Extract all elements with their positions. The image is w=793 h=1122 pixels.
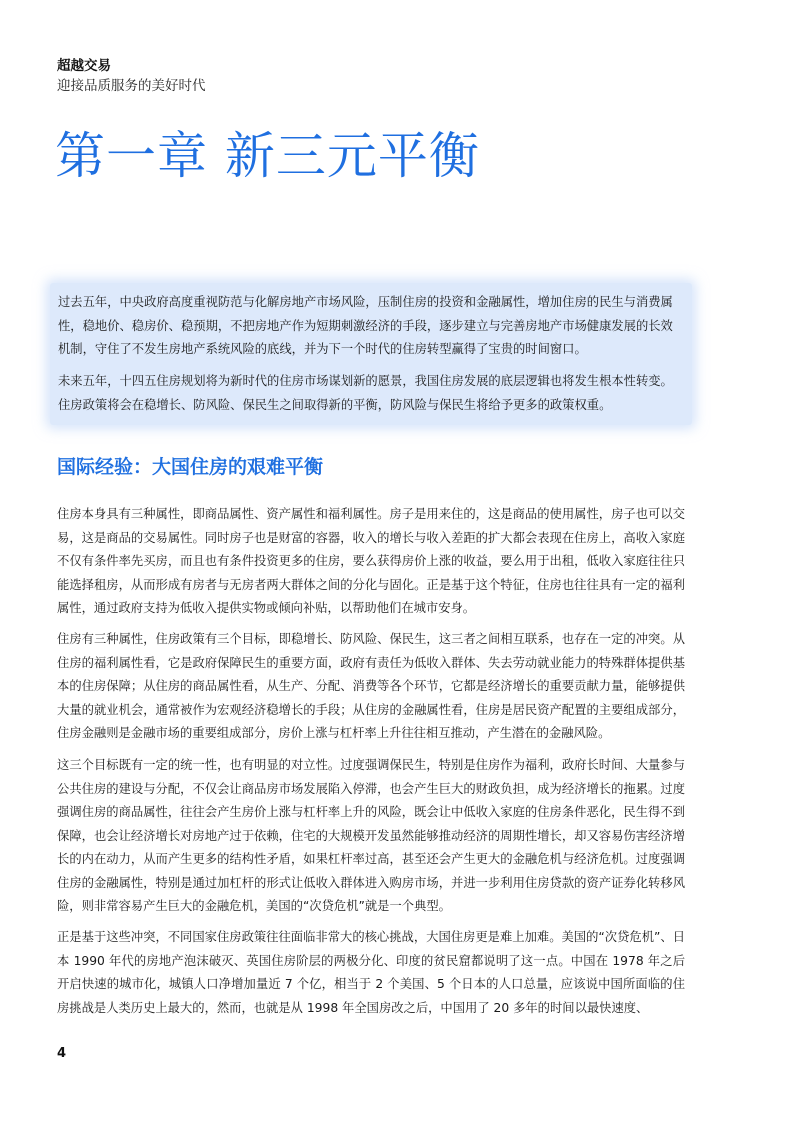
body-paragraph-block [57, 754, 685, 919]
body-paragraph: 正是基于这些冲突，不同国家住房政策往往面临非常大的核心挑战，大国住房更是难上加难。美国的“次贷危机”、日本 1990 年代的房地产泡沫破灭、英国住房阶层的两极分化、印度的贫民窟都说明了这一点。中国在 1978 年之后开启快速的城市化，城镇人口净增加量近 7 个亿，相当于 2 个美国、5 个日本的人口总量，应该说中国所面临的住房挑战是人类历史上最大的，然而，也就是从 1998 年全国房改之后，中国用了 20 多年的时间以最快速度、 [57, 930, 685, 1015]
summary-paragraph: 未来五年，十四五住房规划将为新时代的住房市场谋划新的愿景，我国住房发展的底层逻辑也将发生根本性转变。住房政策将会在稳增长、防风险、保民生之间取得新的平衡，防风险与保民生将给予更多的政策权重。 [58, 374, 673, 412]
report-title: 超越交易 [57, 58, 111, 74]
summary-paragraph: 过去五年，中央政府高度重视防范与化解房地产市场风险，压制住房的投资和金融属性，增加住房的民生与消费属性，稳地价、稳房价、稳预期，不把房地产作为短期刺激经济的手段，逐步建立与完善房地产市场健康发展的长效机制，守住了不发生房地产系统风险的底线，并为下一个时代的住房转型赢得了宝贵的时间窗口。 [58, 295, 673, 356]
body-paragraph: 这三个目标既有一定的统一性，也有明显的对立性。过度强调保民生，特别是住房作为福利，政府长时间、大量参与公共住房的建设与分配，不仅会让商品房市场发展陷入停滞，也会产生巨大的财政负担，成为经济增长的拖累。过度强调住房的商品属性，往往会产生房价上涨与杠杆率上升的风险，既会让中低收入家庭的住房条件恶化，民生得不到保障，也会让经济增长对房地产过于依赖，住宅的大规模开发虽然能够推动经济的周期性增长，却又容易伤害经济增长的内在动力，从而产生更多的结构性矛盾，如果杠杆率过高，甚至还会产生更大的金融危机与经济危机。过度强调住房的金融属性，特别是通过加杠杆的形式让低收入群体进入购房市场，并进一步利用住房贷款的资产证券化转移风险，则非常容易产生巨大的金融危机，美国的“次贷危机”就是一个典型。 [57, 758, 685, 913]
body-paragraph-block [57, 503, 685, 621]
body-paragraph: 住房本身具有三种属性，即商品属性、资产属性和福利属性。房子是用来住的，这是商品的使用属性，房子也可以交易，这是商品的交易属性。同时房子也是财富的容器，收入的增长与收入差距的扩大都会表现在住房上，高收入家庭不仅有条件率先买房，而且也有条件投资更多的住房，要么获得房价上涨的收益，要么用于出租，低收入家庭往往只能选择租房，从而形成有房者与无房者两大群体之间的分化与固化。正是基于这个特征，住房也往往具有一定的福利属性，通过政府支持为低收入提供实物或倾向补贴，以帮助他们在城市安身。 [57, 507, 685, 615]
chapter-title: 第一章 新三元平衡 [55, 127, 480, 185]
body-paragraph: 住房有三种属性，住房政策有三个目标，即稳增长、防风险、保民生，这三者之间相互联系，也存在一定的冲突。从住房的福利属性看，它是政府保障民生的重要方面，政府有责任为低收入群体、失去劳动就业能力的特殊群体提供基本的住房保障；从住房的商品属性看，从生产、分配、消费等各个环节，它都是经济增长的重要贡献力量，能够提供大量的就业机会，通常被作为宏观经济稳增长的手段；从住房的金融属性看，住房是居民资产配置的主要组成部分，住房金融则是金融市场的重要组成部分，房价上涨与杠杆率上升往往相互推动，产生潜在的金融风险。 [57, 632, 685, 740]
section-heading: 国际经验：大国住房的艰难平衡 [57, 456, 324, 478]
body-paragraph-block [57, 628, 685, 746]
body-paragraph-block [57, 926, 685, 1020]
summary-highlight-box [50, 283, 692, 425]
page-number: 4 [57, 1046, 67, 1061]
report-subtitle: 迎接品质服务的美好时代 [57, 78, 206, 94]
